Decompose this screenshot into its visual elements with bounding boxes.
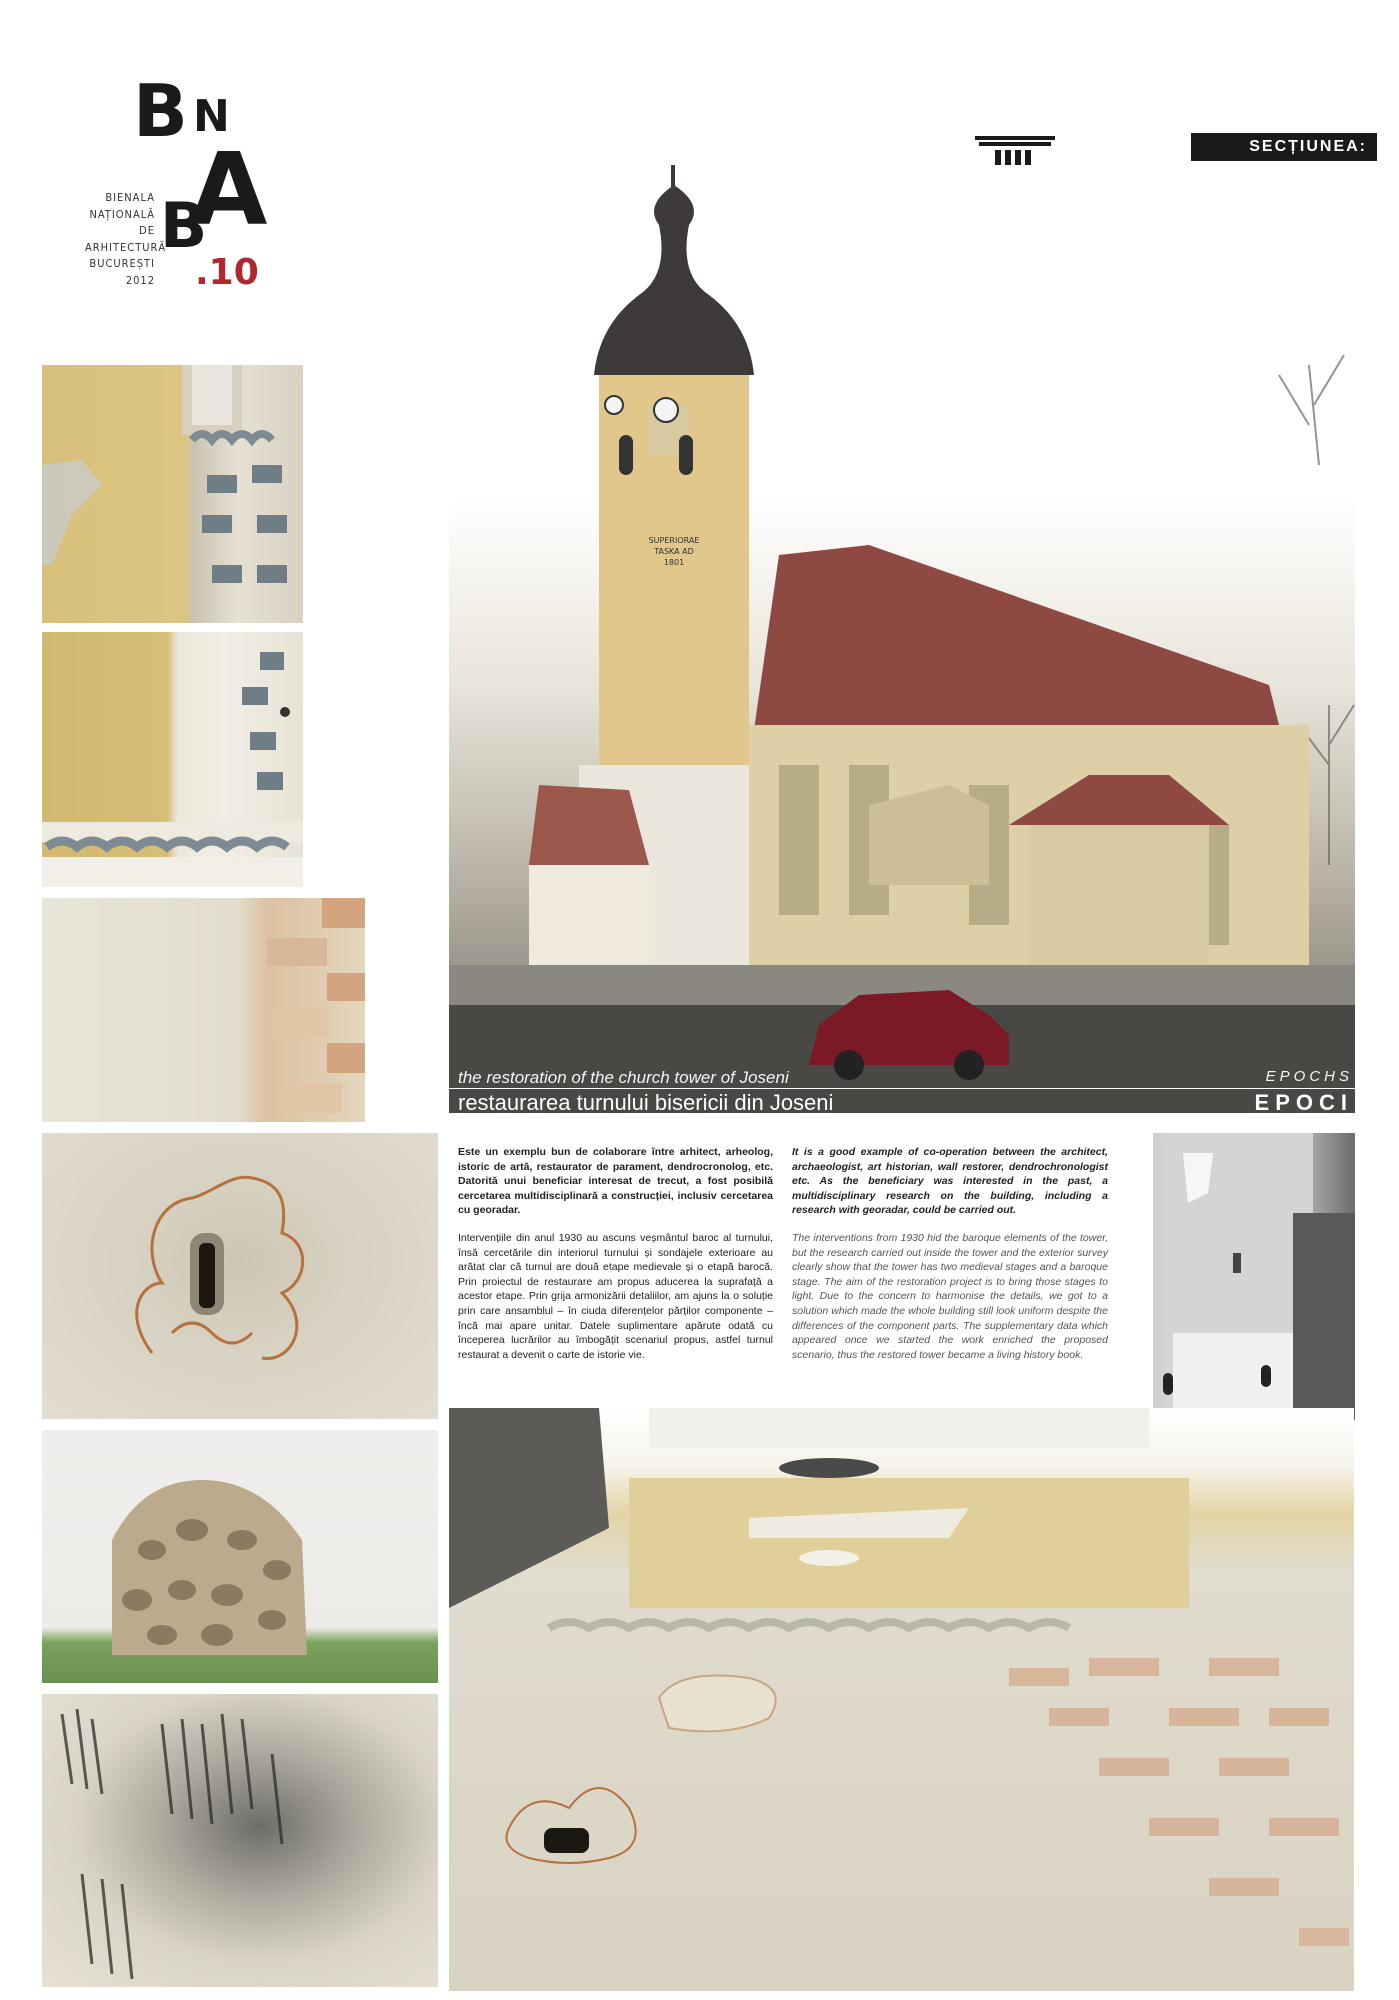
logo-text	[85, 190, 167, 289]
project-title-en: the restoration of the church tower of Joseni	[458, 1068, 789, 1087]
logo-line: BUCUREȘTI	[89, 257, 155, 270]
logo-edition: .10	[195, 252, 259, 293]
photo-church-main	[449, 165, 1355, 1113]
logo-letter-b2: B	[160, 189, 208, 262]
paragraph-ro-intro: Este un exemplu bun de colaborare între arhitect, arheolog, istoric de artă, restaurator de parament, dendrocronolog, etc. Datorită unui beneficiar interesat de trecut, a fost posibilă cercetarea multidisciplinară a construcției, inclusiv cercetarea cu georadar.	[458, 1146, 773, 1217]
paragraph-en-body: The interventions from 1930 hid the baroque elements of the tower, but the research carried out inside the tower and the exterior survey clearly show that the tower has two medieval stages and a baroque stage. The aim of the restoration project is to bring those stages to light. Due to the concern to harmonise the details, we got to a solution which made the whole building still look uniform despite the differences of the component parts. The supplementary data which appeared once we started the work enriched the proposed scenario, thus the restored tower became a living history book.	[792, 1231, 1108, 1361]
logo-line: 2012	[125, 273, 155, 287]
logo-line: BIENALA	[105, 191, 155, 204]
logo-letter-b1: B	[133, 69, 188, 153]
logo-line: ARHITECTURĂ	[85, 240, 167, 254]
logo-letter-a: A	[190, 131, 268, 248]
inscription-line: SUPERIORAE	[648, 536, 700, 545]
logo-letter-n: N	[193, 91, 230, 142]
logo-line: DE	[139, 224, 155, 237]
photo-window-ornament	[42, 1133, 438, 1419]
paragraph-en-intro: It is a good example of co-operation between the architect, archaeologist, art historian, wall restorer, dendrochronologist etc. As the beneficiary was interested in the past, a multidisciplinary research on the building, including a research with georadar, could be carried out.	[792, 1146, 1108, 1217]
inscription-line: 1801	[663, 558, 685, 567]
photo-wall-detail-1	[42, 365, 303, 623]
text-column-ro	[458, 1145, 773, 1375]
logo-line: NAȚIONALĂ	[89, 207, 155, 221]
project-title-ro: restaurarea turnului bisericii din Joseni	[458, 1090, 834, 1115]
photo-tower-facade	[449, 1408, 1354, 1991]
theme-label-en: EPOCHS	[1265, 1068, 1353, 1085]
photo-stone-niche	[42, 1430, 438, 1683]
photo-wall-detail-2	[42, 632, 303, 887]
text-column-en	[792, 1145, 1108, 1375]
photo-wall-soot	[42, 1694, 438, 1987]
caption-divider	[449, 1088, 1355, 1089]
theme-label-ro: EPOCI	[1254, 1090, 1353, 1115]
inscription-line: TASKA AD	[654, 547, 694, 556]
section-label: SECȚIUNEA:	[1191, 133, 1377, 161]
paragraph-ro-body: Intervențiile din anul 1930 au ascuns veșmântul baroc al turnului, însă cercetările din interiorul turnului și sondajele exterioare au arătat clar că turnul are două etape medievale și o etapă barocă. Prin proiectul de restaurare am propus aducerea la suprafață a acestor etape. Prin grija armonizării detaliilor, am ajuns la o soluție prin care ansamblul – în ciuda diferențelor părților componente – încă mai apare unitar. Datele suplimentare apărute odată cu începerea lucrărilor au îmbogățit scenariul propus, astfel turnul restaurat a devenit o carte de istorie vie.	[458, 1231, 773, 1361]
photo-tower-grayscale	[1153, 1133, 1355, 1420]
photo-wall-detail-3	[42, 898, 365, 1122]
